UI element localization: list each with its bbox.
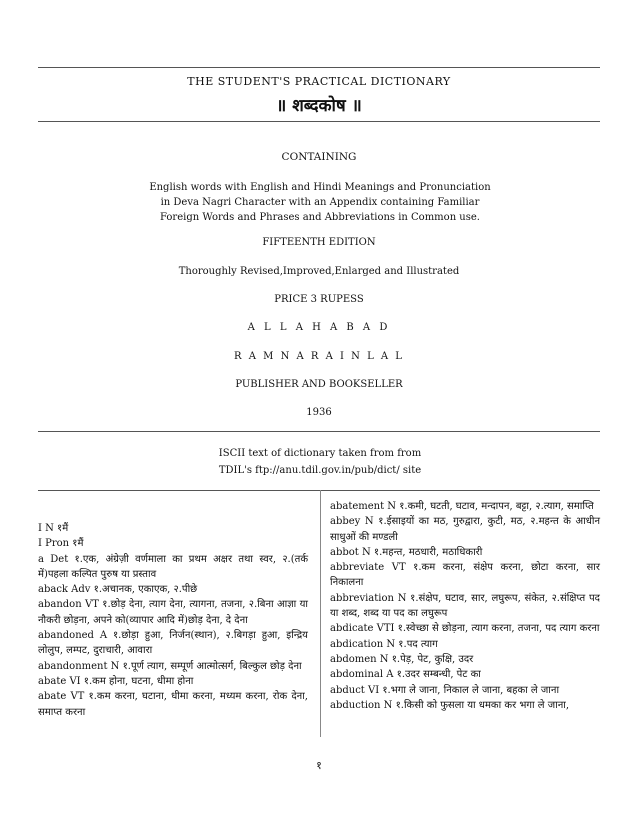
dictionary-entry: abandoned A १.छोड़ा हुआ, निर्जन(स्थान), २.बिगड़ा हुआ, इन्द्रिय लोलुप, लम्पट, दुराचारी, आवारा	[38, 630, 308, 657]
dictionary-entry: abandon VT १.छोड़ देना, त्याग देना, त्यागना, तजना, २.बिना आज्ञा या नौकरी छोड़ना, अपने को(व्यापार आदि में)छोड़ देना, दे देना	[38, 599, 308, 626]
dictionary-entry: I Pron १मैं	[38, 538, 84, 550]
source-note	[150, 445, 490, 479]
dictionary-entry: abdication N १.पद त्याग	[330, 638, 438, 650]
dictionary-entry: abbey N १.ईसाइयों का मठ, गुरुद्वारा, कुटी, मठ, २.महन्त के आधीन साधुओं की मण्डली	[330, 516, 600, 543]
book-title: THE STUDENT'S PRACTICAL DICTIONARY	[187, 75, 451, 88]
dictionary-entry: abate VT १.कम करना, घटाना, धीमा करना, मध्यम करना, रोक देना, समाप्त करना	[38, 691, 308, 718]
lower-rule	[38, 490, 600, 491]
price: PRICE 3 RUPESS	[274, 294, 364, 305]
hindi-title: ॥ शब्दकोष ॥	[276, 96, 362, 116]
title-rule	[38, 121, 600, 122]
containing-heading: CONTAINING	[281, 151, 357, 163]
dictionary-entry: abbreviation N १.संक्षेप, घटाव, सार, लघुरूप, संकेत, २.संक्षिप्त पद या शब्द, शब्द या पद का लघुरूप	[330, 592, 600, 620]
left-column	[38, 521, 308, 720]
dictionary-entry: abbreviate VT १.कम करना, संक्षेप करना, छोटा करना, सार निकालना	[330, 562, 600, 589]
city: A L L A H A B A D	[247, 322, 391, 333]
edition: FIFTEENTH EDITION	[262, 237, 376, 248]
source-note-line1: ISCII text of dictionary taken from from	[218, 448, 422, 459]
book-description: English words with English and Hindi Meanings and Pronunciation in Deva Nagri Character with an Appendix containing Familiar Foreign Words and Phrases and Abbreviations in Common use.	[149, 182, 491, 223]
publisher-role: PUBLISHER AND BOOKSELLER	[235, 379, 403, 390]
dictionary-entry: abduction N १.किसी को फुसला या धमका कर भगा ले जाना,	[330, 699, 570, 711]
dictionary-entry: abdomen N १.पेड़, पेट, कुक्षि, उदर	[330, 653, 474, 665]
dictionary-entry: abandonment N १.पूर्ण त्याग, सम्पूर्ण आत्मोत्सर्ग, बिल्कुल छोड़ देना	[38, 660, 302, 672]
dictionary-entry: a Det १.एक, अंग्रेज़ी वर्णमाला का प्रथम अक्षर तथा स्वर, २.(तर्क में)पहला कल्पित पुरुष या प्रस्ताव	[38, 553, 308, 580]
column-divider	[320, 490, 321, 737]
page-number: १	[316, 759, 322, 772]
dictionary-entry: abbot N १.महन्त, मठधारी, मठाधिकारी	[330, 546, 483, 558]
dictionary-entry: I N १मैं	[38, 523, 69, 534]
publication-year: 1936	[306, 407, 332, 418]
dictionary-entry: abdominal A १.उदर सम्बन्धी, पेट का	[330, 669, 481, 681]
dictionary-entry: abatement N १.कमी, घटती, घटाव, मन्दापन, बट्टा, २.त्याग, समाप्ति	[330, 501, 594, 512]
dictionary-entry: abduct VI १.भगा ले जाना, निकाल ले जाना, बहका ले जाना	[330, 684, 560, 696]
revision-note: Thoroughly Revised,Improved,Enlarged and Illustrated	[178, 266, 460, 277]
middle-rule	[38, 431, 600, 432]
dictionary-entry: abdicate VTI १.स्वेच्छा से छोड़ना, त्याग करना, तजना, पद त्याग करना	[330, 623, 600, 635]
right-column	[330, 499, 600, 713]
top-rule	[38, 67, 600, 68]
dictionary-entry: abate VI १.कम होना, घटना, धीमा होना	[38, 675, 194, 687]
publisher-name: R A M N A R A I N L A L	[234, 351, 404, 362]
dictionary-entry: aback Adv १.अचानक, एकाएक, २.पीछे	[38, 584, 198, 596]
source-note-line2: TDIL's ftp://anu.tdil.gov.in/pub/dict/ site	[218, 465, 422, 476]
